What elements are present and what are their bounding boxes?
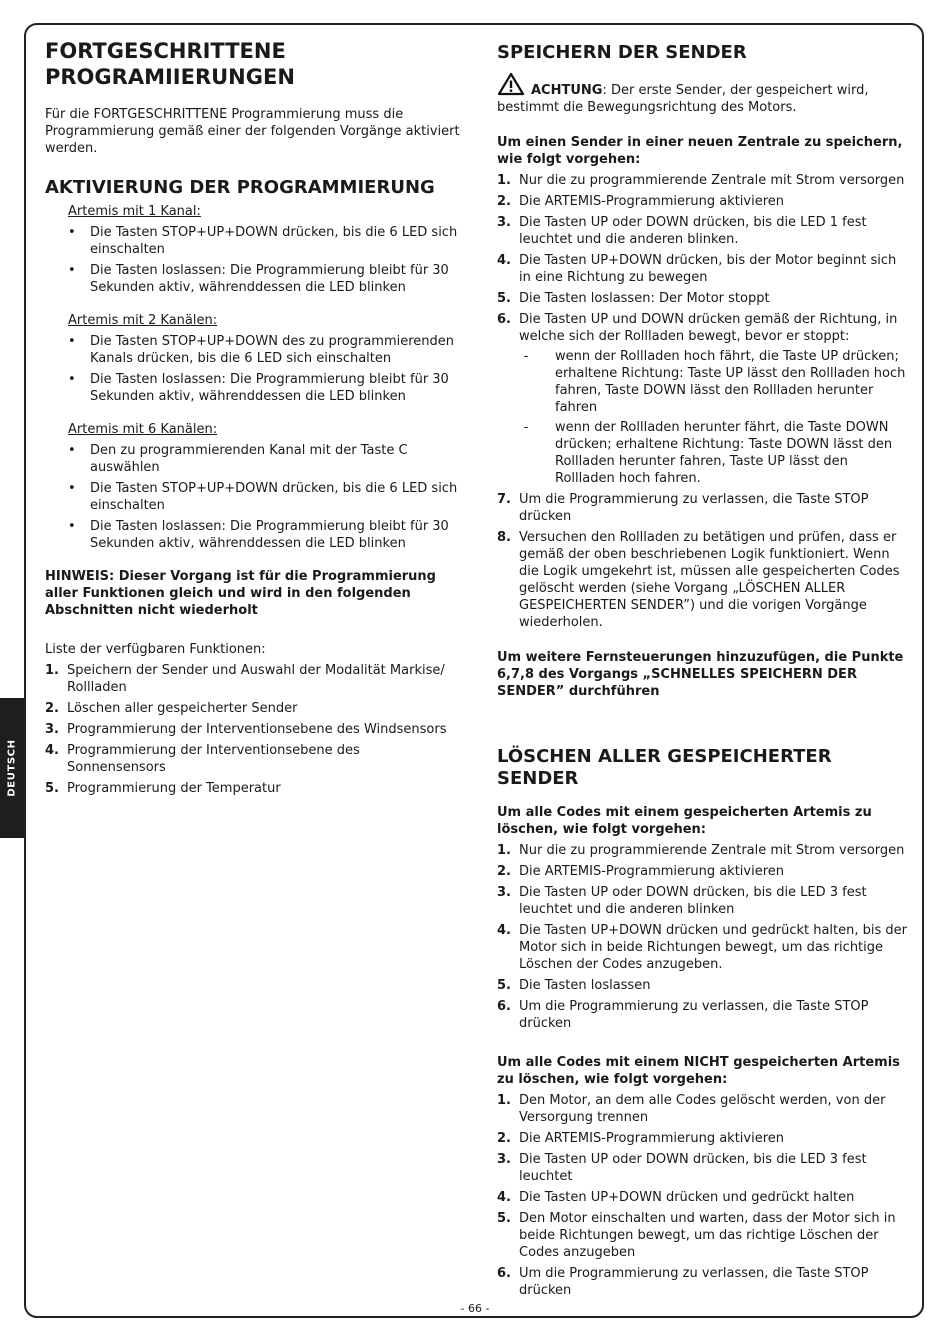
list-item: 6. Die Tasten UP und DOWN drücken gemäß der Richtung, in welche sich der Rollladen bewegt, bevor er stoppt: - wenn der Rollladen hoch fährt, die Taste UP drücken; erhaltene Richtung: Taste UP lässt den Rollladen hoch fahren, Taste DOWN lässt den Rollladen herunter fahren - wenn der Rollladen herunter fährt, die Taste DOWN drücken; erhaltene Richtung: Taste DOWN lässt den Rollladen herunter fahren, Taste UP lässt den Rollladen hoch fahren. [497, 312, 906, 486]
store-steps [497, 172, 907, 631]
store-outro: Um weitere Fernsteuerungen hinzuzufügen, die Punkte 6,7,8 des Vorgangs „SCHNELLES SPEICHERN DER SENDER” durchführen [497, 650, 904, 699]
store-heading: SPEICHERN DER SENDER [497, 42, 747, 63]
list-item: 8. Versuchen den Rollladen zu betätigen und prüfen, dass er gemäß der oben beschriebenen Logik funktioniert. Wenn die Logik umgekehrt ist, müssen alle gespeicherten Codes gelöscht werden (siehe Vorgang „LÖSCHEN ALLER GESPEICHERTEN SENDER”) und die vorigen Vorgänge wiederholen. [497, 530, 900, 630]
group-label: Artemis mit 2 Kanälen [68, 313, 213, 328]
delete-b-intro: Um alle Codes mit einem NICHT gespeicherten Artemis zu löschen, wie folgt vorgehen: [497, 1055, 900, 1087]
list-item: 2. Die ARTEMIS-Programmierung aktivieren [497, 1131, 785, 1146]
page-number: - 66 - [460, 1302, 490, 1315]
list-item: 5. Den Motor einschalten und warten, dass der Motor sich in beide Richtungen bewegt, um das richtige Löschen der Codes anzugeben [497, 1211, 896, 1260]
list-item: 3. Die Tasten UP oder DOWN drücken, bis die LED 1 fest leuchtet und die anderen blinken. [497, 215, 867, 247]
list-item: 2. Löschen aller gespeicherter Sender [45, 701, 298, 716]
list-item: - wenn der Rollladen hoch fährt, die Taste UP drücken; erhaltene Richtung: Taste UP lässt den Rollladen hoch fahren, Taste DOWN lässt den Rollladen herunter fahren [523, 349, 906, 415]
warning-icon [497, 72, 525, 96]
language-tab [0, 698, 24, 838]
list-item: • Die Tasten STOP+UP+DOWN des zu programmierenden Kanals drücken, bis die 6 LED sich einschalten [68, 333, 460, 367]
list-item: 1. Den Motor, an dem alle Codes gelöscht werden, von der Versorgung trennen [497, 1093, 886, 1125]
warning-text: ACHTUNG: Der erste Sender, der gespeichert wird, bestimmt die Bewegungsrichtung des Motors. [497, 72, 907, 116]
list-item: • Die Tasten STOP+UP+DOWN drücken, bis die 6 LED sich einschalten [68, 480, 460, 514]
page-title: FORTGESCHRITTENE PROGRAMIIERUNGEN [45, 39, 295, 89]
list-item: 4. Die Tasten UP+DOWN drücken und gedrückt halten, bis der Motor sich in beide Richtungen bewegt, um das richtige Löschen der Codes anzugeben. [497, 923, 908, 972]
delete-heading: LÖSCHEN ALLER GESPEICHERTER SENDER [497, 746, 832, 789]
functions-intro: Liste der verfügbaren Funktionen: [45, 642, 266, 657]
list-item: 3. Die Tasten UP oder DOWN drücken, bis die LED 3 fest leuchtet [497, 1152, 867, 1184]
list-item: • Die Tasten loslassen: Die Programmierung bleibt für 30 Sekunden aktiv, währenddessen die LED blinken [68, 371, 460, 405]
delete-b-steps [497, 1092, 907, 1299]
list-item: 5. Die Tasten loslassen: Der Motor stoppt [497, 291, 770, 306]
activation-heading: AKTIVIERUNG DER PROGRAMMIERUNG [45, 177, 435, 198]
list-item: • Den zu programmierenden Kanal mit der Taste C auswählen [68, 442, 460, 476]
list-item: • Die Tasten STOP+UP+DOWN drücken, bis die 6 LED sich einschalten [68, 224, 460, 258]
list-item: 4. Die Tasten UP+DOWN drücken und gedrückt halten [497, 1190, 855, 1205]
delete-a-intro: Um alle Codes mit einem gespeicherten Artemis zu löschen, wie folgt vorgehen: [497, 805, 872, 837]
group-1-channel: Artemis mit 1 Kanal: • Die Tasten STOP+UP+DOWN drücken, bis die 6 LED sich einschalten • Die Tasten loslassen: Die Programmierung bleibt für 30 Sekunden aktiv, währenddessen die LED blinken [45, 203, 460, 296]
list-item: 2. Die ARTEMIS-Programmierung aktivieren [497, 194, 785, 209]
list-item: 1. Nur die zu programmierende Zentrale mit Strom versorgen [497, 843, 905, 858]
group-label: Artemis mit 6 Kanälen [68, 422, 213, 437]
list-item: 4. Programmierung der Interventionsebene des Sonnensensors [45, 743, 360, 775]
list-item: 2. Die ARTEMIS-Programmierung aktivieren [497, 864, 785, 879]
list-item: - wenn der Rollladen herunter fährt, die Taste DOWN drücken; erhaltene Richtung: Taste DOWN lässt den Rollladen herunter fahren, Taste UP lässt den Rollladen hoch fahren. [523, 420, 893, 486]
list-item: 5. Programmierung der Temperatur [45, 781, 281, 796]
functions-list [45, 662, 460, 797]
list-item: 3. Programmierung der Interventionsebene des Windsensors [45, 722, 447, 737]
list-item: 4. Die Tasten UP+DOWN drücken, bis der Motor beginnt sich in eine Richtung zu bewegen [497, 253, 897, 285]
list-item: • Die Tasten loslassen: Die Programmierung bleibt für 30 Sekunden aktiv, währenddessen die LED blinken [68, 518, 460, 552]
left-column [45, 38, 460, 797]
group-2-channels: Artemis mit 2 Kanälen: • Die Tasten STOP+UP+DOWN des zu programmierenden Kanals drücken, bis die 6 LED sich einschalten • Die Tasten loslassen: Die Programmierung bleibt für 30 Sekunden aktiv, währenddessen die LED blinken [45, 312, 460, 405]
warning-label: ACHTUNG [531, 83, 603, 98]
direction-sublist [519, 348, 907, 487]
list-item: 1. Nur die zu programmierende Zentrale mit Strom versorgen [497, 173, 905, 188]
group-6-channels: Artemis mit 6 Kanälen: • Den zu programmierenden Kanal mit der Taste C auswählen • Die Tasten STOP+UP+DOWN drücken, bis die 6 LED sich einschalten • Die Tasten loslassen: Die Programmierung bleibt für 30 Sekunden aktiv, währenddessen die LED blinken [45, 421, 460, 552]
delete-a-steps [497, 842, 907, 1032]
note-text: HINWEIS: Dieser Vorgang ist für die Programmierung aller Funktionen gleich und wird in den folgenden Abschnitten nicht wiederholt [45, 569, 436, 618]
list-item: 7. Um die Programmierung zu verlassen, die Taste STOP drücken [497, 492, 869, 524]
list-item: 1. Speichern der Sender und Auswahl der Modalität Markise/ Rollladen [45, 663, 445, 695]
language-tab-label: DEUTSCH [6, 739, 18, 797]
list-item: 3. Die Tasten UP oder DOWN drücken, bis die LED 3 fest leuchtet und die anderen blinken [497, 885, 867, 917]
list-item: 6. Um die Programmierung zu verlassen, die Taste STOP drücken [497, 1266, 869, 1298]
right-column [497, 38, 907, 1299]
list-item: 5. Die Tasten loslassen [497, 978, 651, 993]
intro-text: Für die FORTGESCHRITTENE Programmierung muss die Programmierung gemäß einer der folgenden Vorgänge aktiviert werden. [45, 107, 460, 156]
group-label: Artemis mit 1 Kanal [68, 204, 197, 219]
list-item: • Die Tasten loslassen: Die Programmierung bleibt für 30 Sekunden aktiv, währenddessen die LED blinken [68, 262, 460, 296]
store-intro: Um einen Sender in einer neuen Zentrale zu speichern, wie folgt vorgehen: [497, 135, 903, 167]
list-item: 6. Um die Programmierung zu verlassen, die Taste STOP drücken [497, 999, 869, 1031]
